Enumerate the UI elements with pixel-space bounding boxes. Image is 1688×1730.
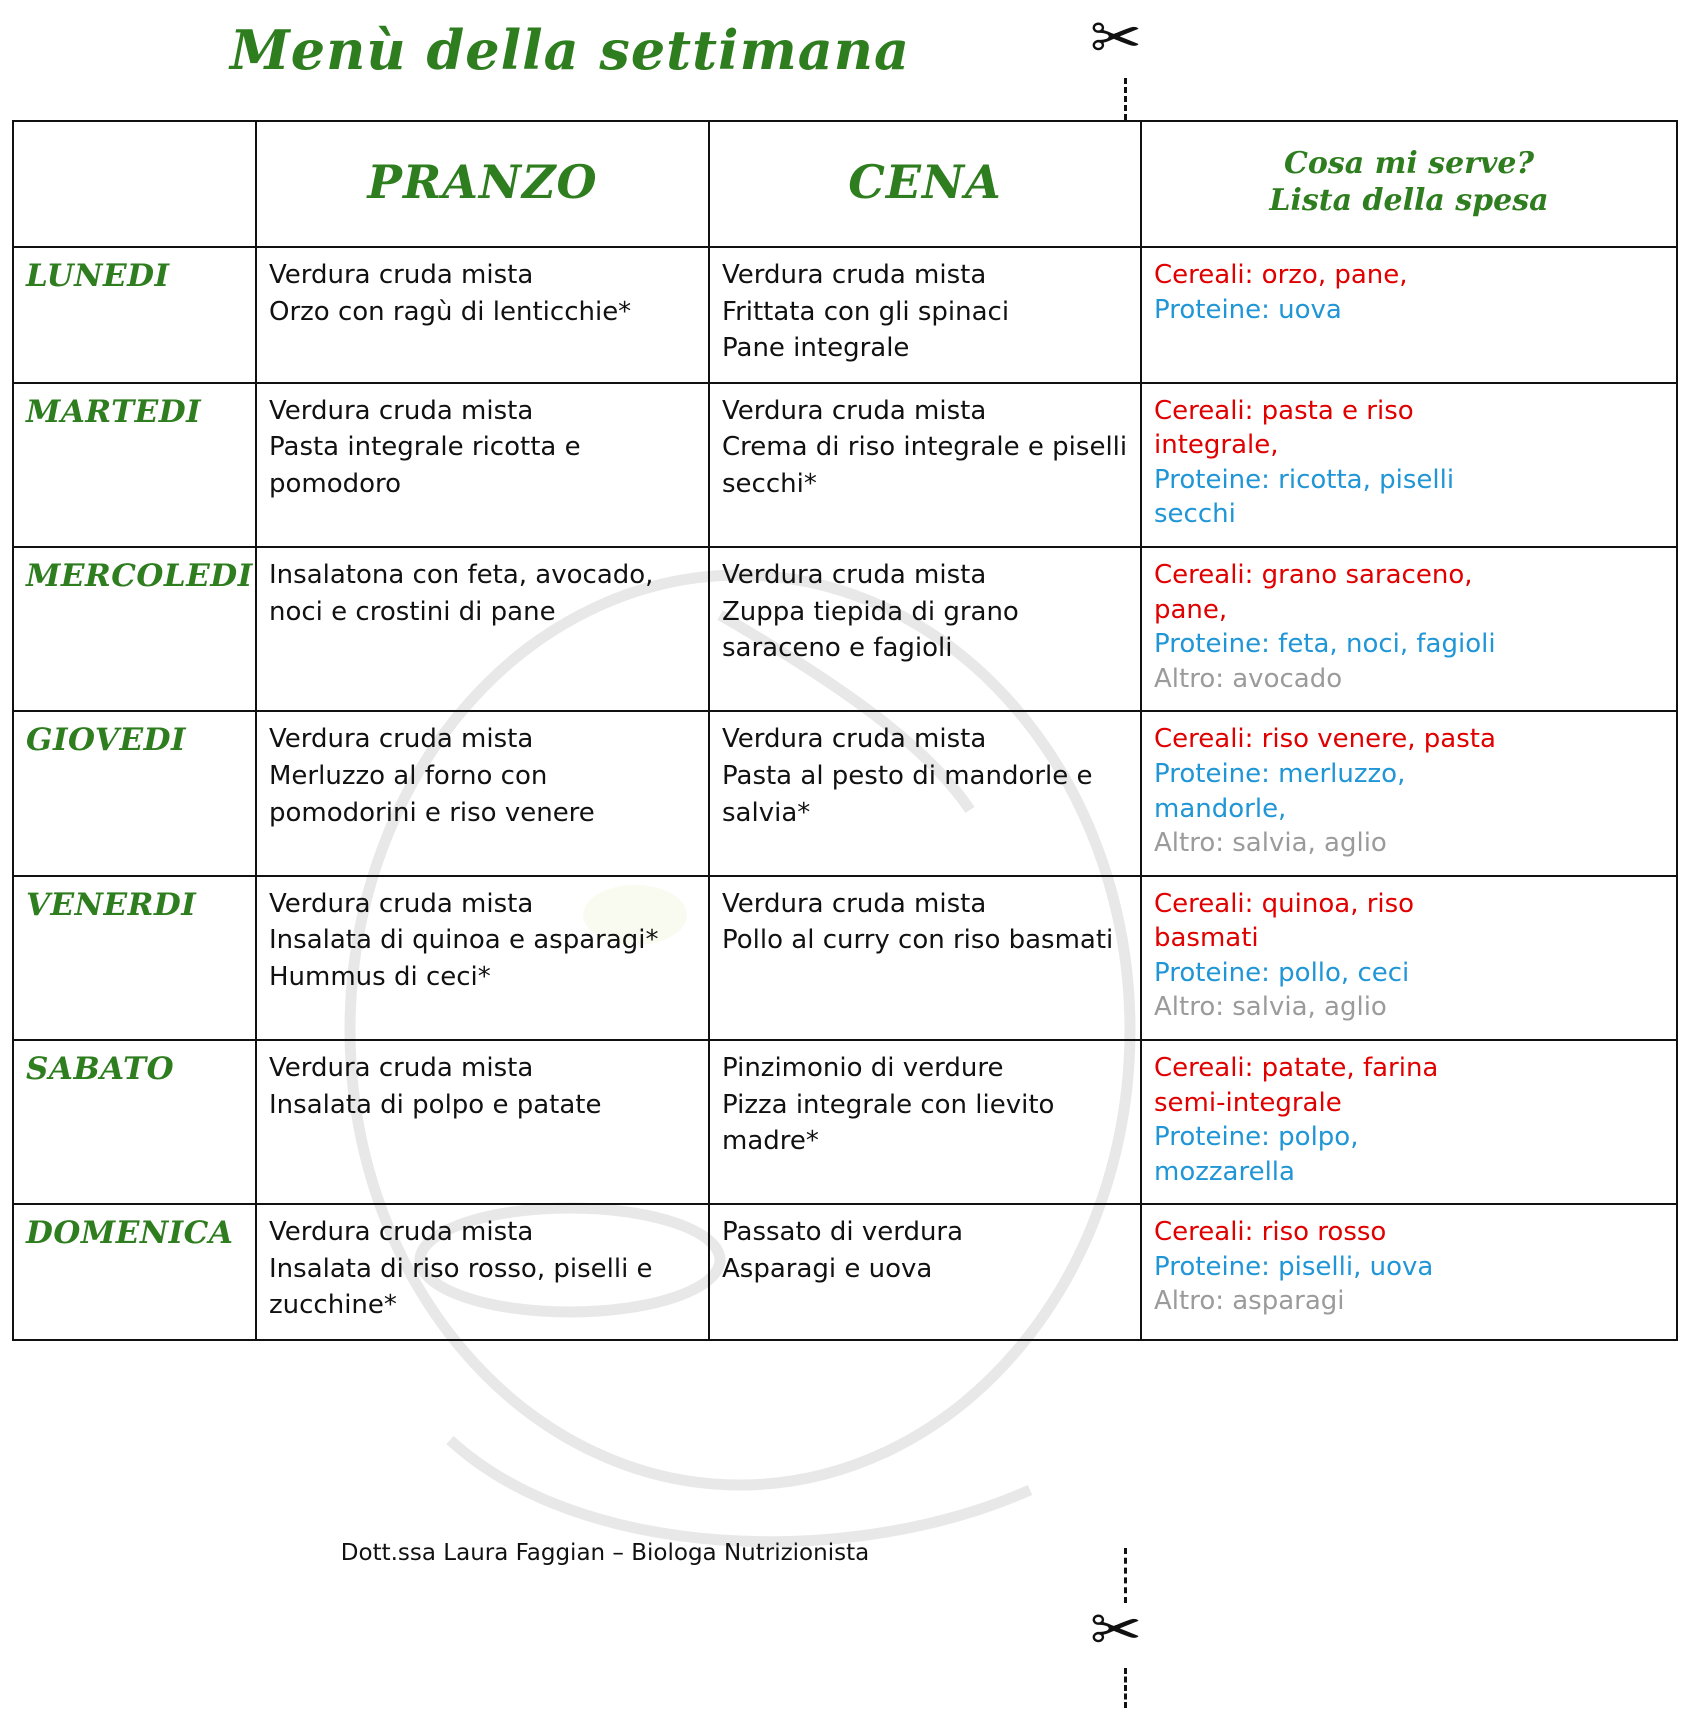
table-row: [13, 1040, 1677, 1204]
header-shopping-list-line2: Lista della spesa: [1269, 183, 1549, 218]
shopping-list-cell: [1141, 383, 1677, 547]
shopping-list-line-cereali: Cereali: riso rosso: [1154, 1217, 1387, 1248]
table-header-row: [13, 121, 1677, 247]
dinner-line: Pinzimonio di verdure: [722, 1052, 1004, 1083]
lunch-cell: [256, 876, 709, 1040]
lunch-line: Insalatona con feta, avocado,: [269, 560, 654, 591]
header-shopping-list: [1141, 121, 1677, 247]
dinner-cell: [709, 711, 1141, 875]
shopping-list-cell: [1141, 547, 1677, 711]
dinner-cell: [709, 1204, 1141, 1340]
lunch-line: Insalata di riso rosso, piselli e: [269, 1253, 653, 1284]
dinner-line: Verdura cruda mista: [722, 260, 987, 290]
dinner-line: secchi*: [722, 468, 817, 499]
lunch-line: Insalata di polpo e patate: [269, 1089, 602, 1120]
dinner-cell: [709, 383, 1141, 547]
shopping-list-cell: [1141, 247, 1677, 383]
table-row: [13, 876, 1677, 1040]
shopping-list-line-cereali: integrale,: [1154, 430, 1279, 461]
shopping-list-line-proteine: Proteine: feta, noci, fagioli: [1154, 629, 1496, 660]
dinner-line: Verdura cruda mista: [722, 888, 987, 919]
dinner-line: Verdura cruda mista: [722, 724, 987, 755]
lunch-line: Verdura cruda mista: [269, 1052, 534, 1083]
day-label: LUNEDI: [13, 247, 256, 383]
dinner-line: Pasta al pesto di mandorle e: [722, 760, 1093, 791]
dinner-line: salvia*: [722, 797, 811, 828]
dinner-cell: [709, 876, 1141, 1040]
header-shopping-list-line1: Cosa mi serve?: [1283, 145, 1535, 181]
dinner-line: Pollo al curry con riso basmati: [722, 925, 1114, 956]
dinner-line: Zuppa tiepida di grano: [722, 596, 1019, 627]
lunch-line: Verdura cruda mista: [269, 395, 534, 426]
shopping-list-cell: [1141, 1040, 1677, 1204]
lunch-line: Verdura cruda mista: [269, 724, 534, 755]
day-label: MARTEDI: [13, 383, 256, 547]
shopping-list-line-cereali: Cereali: orzo, pane,: [1154, 260, 1408, 290]
shopping-list-cell: [1141, 711, 1677, 875]
weekly-menu-table: [12, 120, 1678, 1341]
lunch-cell: [256, 247, 709, 383]
lunch-cell: [256, 383, 709, 547]
dinner-cell: [709, 1040, 1141, 1204]
day-label: SABATO: [13, 1040, 256, 1204]
shopping-list-line-proteine: mandorle,: [1154, 793, 1287, 824]
footer-credit: Dott.ssa Laura Faggian – Biologa Nutrizionista: [340, 1540, 870, 1566]
shopping-list-line-proteine: Proteine: polpo,: [1154, 1122, 1359, 1153]
shopping-list-line-cereali: Cereali: grano saraceno,: [1154, 560, 1473, 591]
shopping-list-line-altro: Altro: asparagi: [1154, 1286, 1345, 1317]
lunch-line: Merluzzo al forno con: [269, 760, 548, 791]
shopping-list-line-proteine: mozzarella: [1154, 1156, 1295, 1187]
dinner-cell: [709, 247, 1141, 383]
shopping-list-line-altro: Altro: salvia, aglio: [1154, 992, 1387, 1023]
table-row: [13, 383, 1677, 547]
shopping-list-cell: [1141, 1204, 1677, 1340]
cut-line-bottom-2: [1124, 1668, 1127, 1708]
dinner-line: Verdura cruda mista: [722, 395, 987, 426]
lunch-line: Orzo con ragù di lenticchie*: [269, 296, 632, 327]
scissors-icon-bottom: ✂: [1090, 1596, 1142, 1665]
table-row: [13, 1204, 1677, 1340]
lunch-line: Insalata di quinoa e asparagi*: [269, 925, 659, 956]
table-row: [13, 247, 1677, 383]
header-lunch: PRANZO: [256, 121, 709, 247]
lunch-line: Verdura cruda mista: [269, 888, 534, 919]
lunch-line: Verdura cruda mista: [269, 260, 534, 290]
shopping-list-line-proteine: Proteine: uova: [1154, 294, 1342, 325]
lunch-line: Pasta integrale ricotta e: [269, 432, 581, 463]
dinner-line: Verdura cruda mista: [722, 560, 987, 591]
lunch-line: zucchine*: [269, 1290, 397, 1321]
lunch-line: Hummus di ceci*: [269, 961, 491, 992]
lunch-cell: [256, 1204, 709, 1340]
day-label: DOMENICA: [13, 1204, 256, 1340]
page-title: Menù della settimana: [230, 18, 910, 82]
lunch-line: noci e crostini di pane: [269, 596, 556, 627]
lunch-line: pomodoro: [269, 468, 402, 499]
header-day: [13, 121, 256, 247]
lunch-cell: [256, 1040, 709, 1204]
shopping-list-line-cereali: basmati: [1154, 923, 1259, 954]
day-label: VENERDI: [13, 876, 256, 1040]
shopping-list-line-proteine: Proteine: piselli, uova: [1154, 1251, 1434, 1282]
table-row: [13, 711, 1677, 875]
dinner-line: saraceno e fagioli: [722, 633, 953, 664]
shopping-list-cell: [1141, 876, 1677, 1040]
shopping-list-line-cereali: Cereali: pasta e riso: [1154, 395, 1414, 426]
shopping-list-line-proteine: Proteine: pollo, ceci: [1154, 957, 1410, 988]
lunch-cell: [256, 547, 709, 711]
shopping-list-line-altro: Altro: salvia, aglio: [1154, 828, 1387, 859]
dinner-cell: [709, 547, 1141, 711]
shopping-list-line-cereali: Cereali: patate, farina: [1154, 1052, 1439, 1083]
shopping-list-line-cereali: pane,: [1154, 594, 1228, 625]
dinner-line: Pizza integrale con lievito: [722, 1089, 1055, 1120]
dinner-line: Passato di verdura: [722, 1217, 964, 1248]
shopping-list-line-proteine: Proteine: merluzzo,: [1154, 758, 1406, 789]
cut-line-top: [1124, 78, 1127, 120]
header-dinner: CENA: [709, 121, 1141, 247]
day-label: MERCOLEDI: [13, 547, 256, 711]
lunch-cell: [256, 711, 709, 875]
table-row: [13, 547, 1677, 711]
shopping-list-line-altro: Altro: avocado: [1154, 663, 1343, 694]
dinner-line: Frittata con gli spinaci: [722, 296, 1010, 327]
dinner-line: Pane integrale: [722, 333, 910, 364]
cut-line-bottom: [1124, 1548, 1127, 1603]
lunch-line: Verdura cruda mista: [269, 1217, 534, 1248]
shopping-list-line-cereali: Cereali: riso venere, pasta: [1154, 724, 1496, 755]
dinner-line: Crema di riso integrale e piselli: [722, 432, 1128, 463]
dinner-line: madre*: [722, 1126, 819, 1157]
lunch-line: pomodorini e riso venere: [269, 797, 595, 828]
day-label: GIOVEDI: [13, 711, 256, 875]
shopping-list-line-cereali: semi-integrale: [1154, 1087, 1342, 1118]
dinner-line: Asparagi e uova: [722, 1253, 933, 1284]
shopping-list-line-proteine: Proteine: ricotta, piselli: [1154, 464, 1455, 495]
shopping-list-line-proteine: secchi: [1154, 499, 1236, 530]
scissors-icon-top: ✂: [1090, 4, 1142, 73]
shopping-list-line-cereali: Cereali: quinoa, riso: [1154, 888, 1415, 919]
